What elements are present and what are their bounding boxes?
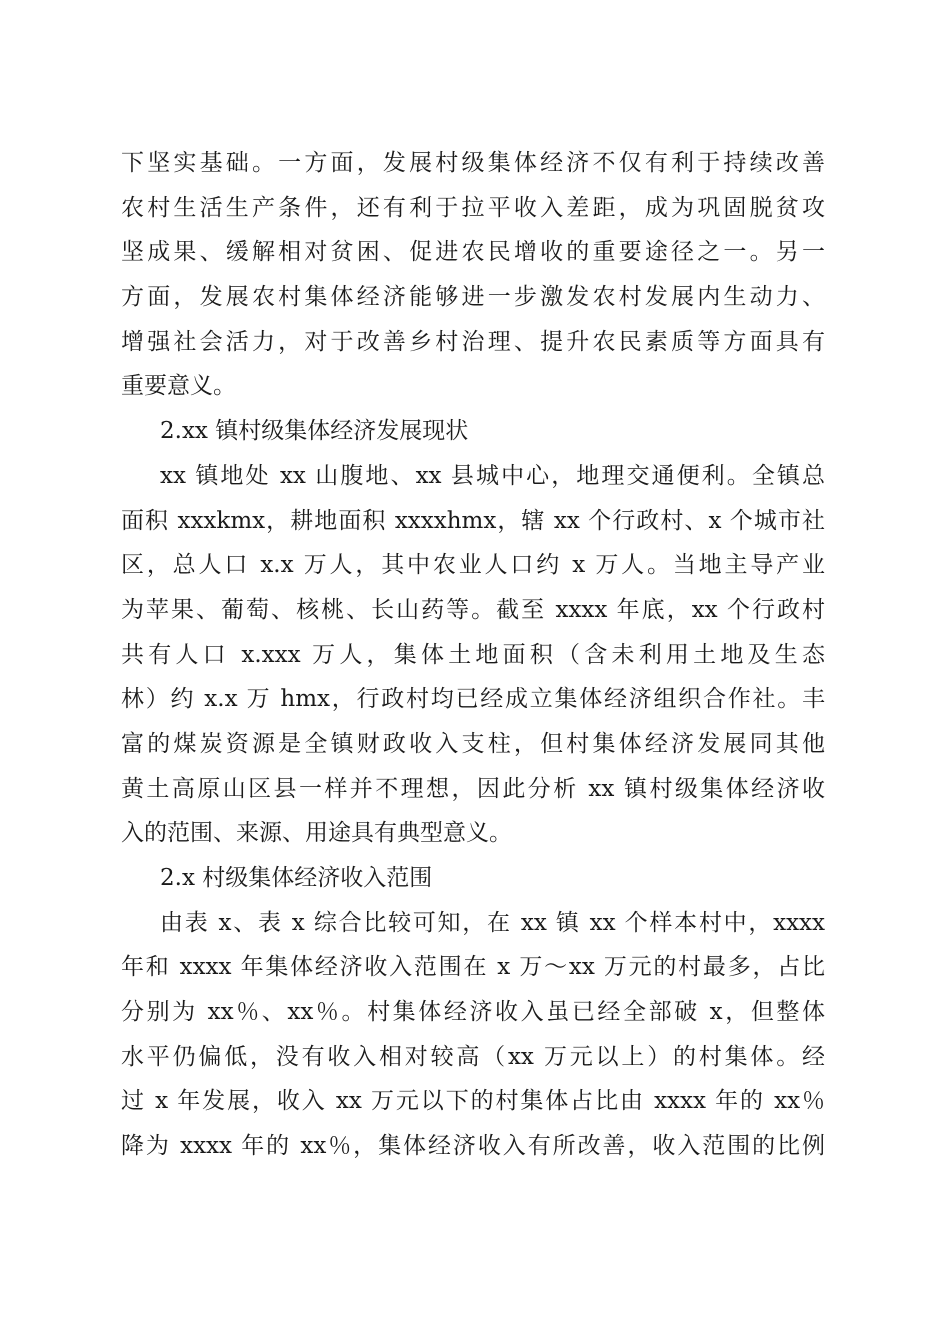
text-line: 年和 xxxx 年集体经济收入范围在 x 万～xx 万元的村最多，占比 xyxy=(121,954,825,981)
text-line: 黄土高原山区县一样并不理想，因此分析 xx 镇村级集体经济收 xyxy=(121,775,825,802)
text-line: 重要意义。 xyxy=(121,373,236,400)
text-line: 水平仍偏低，没有收入相对较高（xx 万元以上）的村集体。经 xyxy=(121,1043,825,1070)
paragraph-continuation xyxy=(121,141,825,409)
text-line: 由表 x、表 x 综合比较可知，在 xx 镇 xx 个样本村中，xxxx xyxy=(160,909,825,936)
text-line: 富的煤炭资源是全镇财政收入支柱，但村集体经济发展同其他 xyxy=(121,730,825,757)
text-line: 方面，发展农村集体经济能够进一步激发农村发展内生动力、 xyxy=(121,284,825,311)
text-line: 区，总人口 x.x 万人，其中农业人口约 x 万人。当地主导产业 xyxy=(121,552,825,579)
text-line: 分别为 xx％、xx％。村集体经济收入虽已经全部破 x，但整体 xyxy=(121,999,825,1026)
heading-text: 2.xx 镇村级集体经济发展现状 xyxy=(160,418,469,445)
text-line: 林）约 x.x 万 hmx，行政村均已经成立集体经济组织合作社。丰 xyxy=(121,686,825,713)
heading-text: 2.x 村级集体经济收入范围 xyxy=(160,865,433,891)
section-heading xyxy=(121,409,825,454)
text-line: 增强社会活力，对于改善乡村治理、提升农民素质等方面具有 xyxy=(121,328,825,355)
text-line: 降为 xxxx 年的 xx％，集体经济收入有所改善，收入范围的比例 xyxy=(121,1133,825,1160)
section-heading xyxy=(121,856,825,901)
text-line: xx 镇地处 xx 山腹地、xx 县城中心，地理交通便利。全镇总 xyxy=(160,462,825,489)
text-line: 坚成果、缓解相对贫困、促进农民增收的重要途径之一。另一 xyxy=(121,239,825,266)
text-line: 农村生活生产条件，还有利于拉平收入差距，成为巩固脱贫攻 xyxy=(121,194,825,221)
paragraph-income-range xyxy=(121,901,825,1169)
text-line: 下坚实基础。一方面，发展村级集体经济不仅有利于持续改善 xyxy=(121,150,825,176)
text-line: 面积 xxxkmx，耕地面积 xxxxhmx，辖 xx 个行政村、x 个城市社 xyxy=(121,507,825,534)
document-page xyxy=(121,141,825,1169)
text-line: 入的范围、来源、用途具有典型意义。 xyxy=(121,820,512,847)
text-line: 共有人口 x.xxx 万人，集体土地面积（含未利用土地及生态 xyxy=(121,641,825,668)
text-line: 过 x 年发展，收入 xx 万元以下的村集体占比由 xxxx 年的 xx％ xyxy=(121,1088,825,1115)
text-line: 为苹果、葡萄、核桃、长山药等。截至 xxxx 年底，xx 个行政村 xyxy=(121,596,825,623)
paragraph-town-overview xyxy=(121,454,825,856)
